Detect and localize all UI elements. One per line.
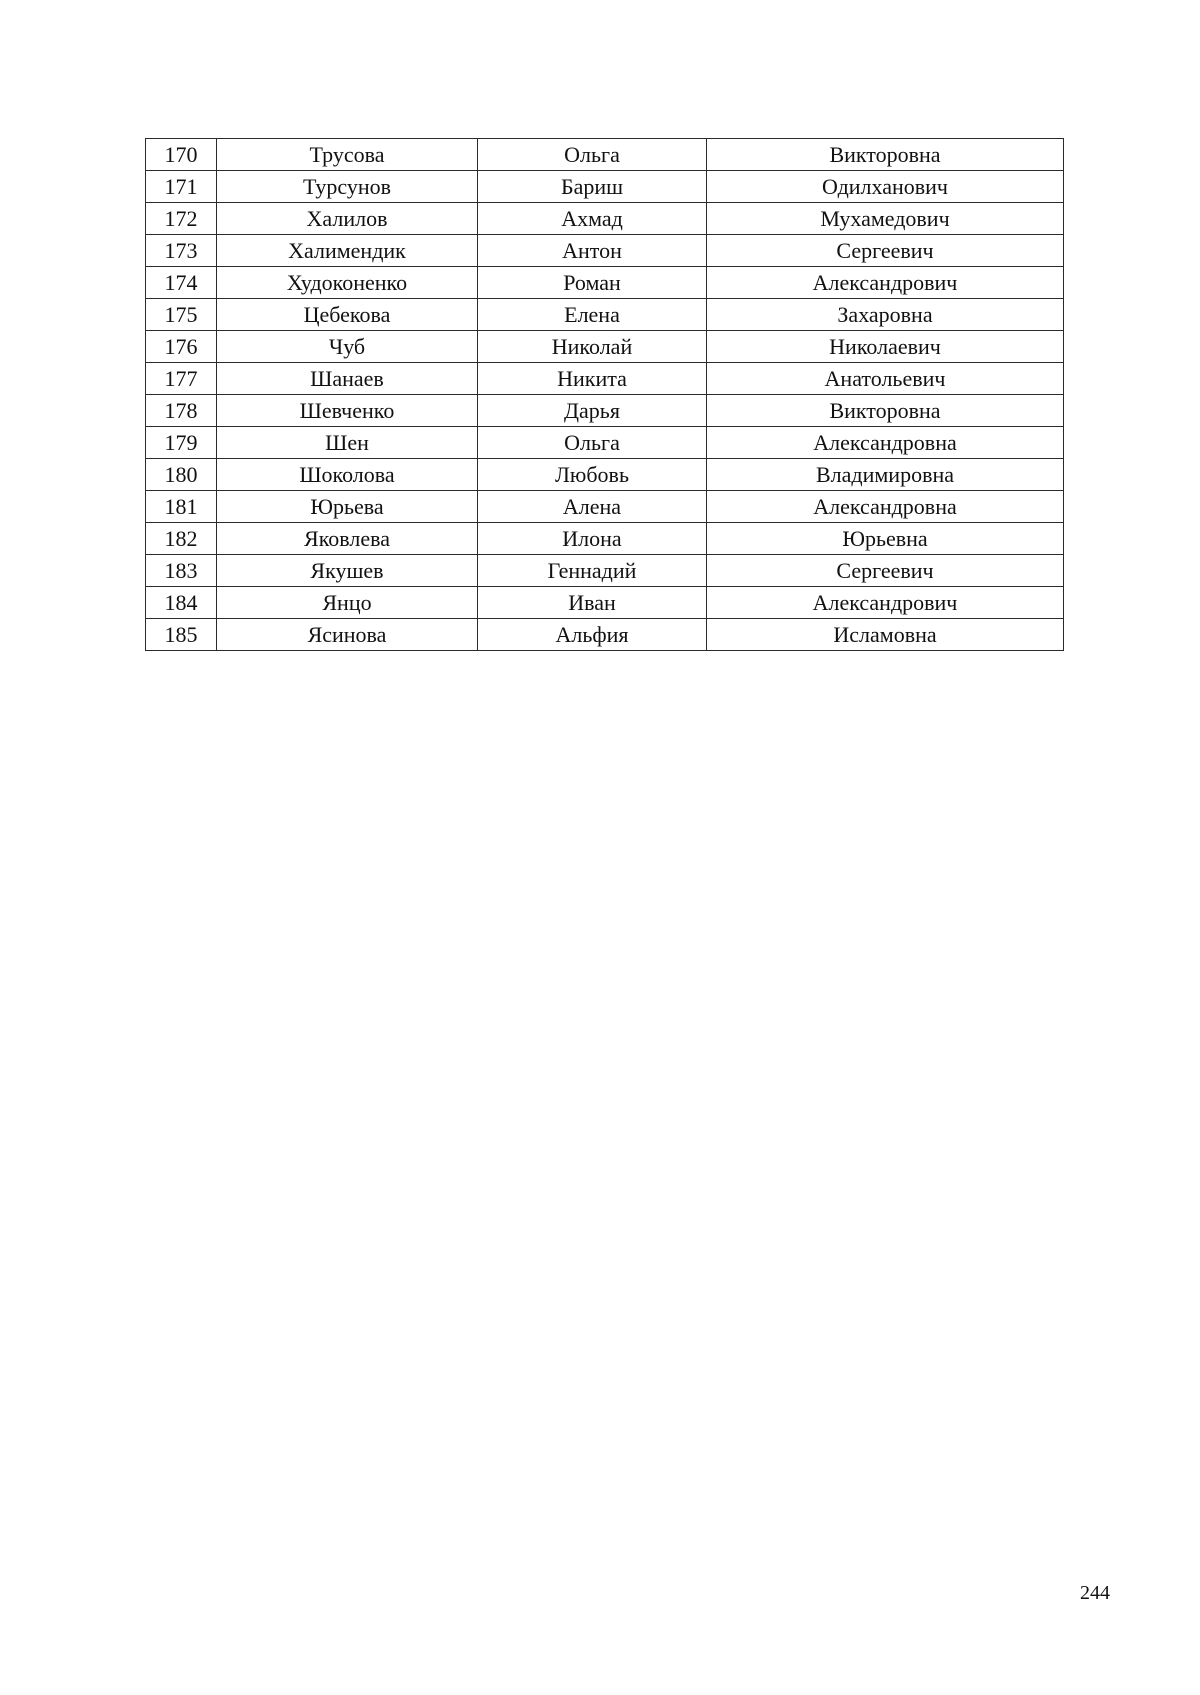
patronymic-cell: Захаровна: [707, 299, 1064, 331]
first-name-cell: Дарья: [478, 395, 707, 427]
patronymic-cell: Владимировна: [707, 459, 1064, 491]
page-number: 244: [1080, 1582, 1110, 1604]
names-table-body: [146, 139, 1064, 651]
last-name-cell: Халимендик: [217, 235, 478, 267]
row-number-cell: 176: [146, 331, 217, 363]
last-name-cell: Яковлева: [217, 523, 478, 555]
table-row: [146, 619, 1064, 651]
patronymic-cell: Мухамедович: [707, 203, 1064, 235]
last-name-cell: Шоколова: [217, 459, 478, 491]
table-row: [146, 203, 1064, 235]
last-name-cell: Худоконенко: [217, 267, 478, 299]
first-name-cell: Бариш: [478, 171, 707, 203]
first-name-cell: Любовь: [478, 459, 707, 491]
first-name-cell: Альфия: [478, 619, 707, 651]
row-number-cell: 177: [146, 363, 217, 395]
row-number-cell: 180: [146, 459, 217, 491]
last-name-cell: Турсунов: [217, 171, 478, 203]
patronymic-cell: Александрович: [707, 587, 1064, 619]
row-number-cell: 178: [146, 395, 217, 427]
first-name-cell: Елена: [478, 299, 707, 331]
patronymic-cell: Викторовна: [707, 139, 1064, 171]
last-name-cell: Трусова: [217, 139, 478, 171]
names-table: [145, 138, 1064, 651]
patronymic-cell: Александровна: [707, 427, 1064, 459]
patronymic-cell: Александрович: [707, 267, 1064, 299]
row-number-cell: 179: [146, 427, 217, 459]
row-number-cell: 174: [146, 267, 217, 299]
last-name-cell: Шен: [217, 427, 478, 459]
first-name-cell: Ольга: [478, 427, 707, 459]
last-name-cell: Юрьева: [217, 491, 478, 523]
first-name-cell: Антон: [478, 235, 707, 267]
table-row: [146, 171, 1064, 203]
first-name-cell: Алена: [478, 491, 707, 523]
first-name-cell: Николай: [478, 331, 707, 363]
row-number-cell: 171: [146, 171, 217, 203]
last-name-cell: Халилов: [217, 203, 478, 235]
first-name-cell: Геннадий: [478, 555, 707, 587]
row-number-cell: 173: [146, 235, 217, 267]
patronymic-cell: Сергеевич: [707, 555, 1064, 587]
row-number-cell: 183: [146, 555, 217, 587]
table-row: [146, 299, 1064, 331]
row-number-cell: 175: [146, 299, 217, 331]
row-number-cell: 170: [146, 139, 217, 171]
first-name-cell: Никита: [478, 363, 707, 395]
table-row: [146, 139, 1064, 171]
first-name-cell: Илона: [478, 523, 707, 555]
table-row: [146, 459, 1064, 491]
table-row: [146, 395, 1064, 427]
table-row: [146, 491, 1064, 523]
row-number-cell: 182: [146, 523, 217, 555]
patronymic-cell: Анатольевич: [707, 363, 1064, 395]
row-number-cell: 181: [146, 491, 217, 523]
table-row: [146, 523, 1064, 555]
table-row: [146, 331, 1064, 363]
row-number-cell: 184: [146, 587, 217, 619]
last-name-cell: Цебекова: [217, 299, 478, 331]
patronymic-cell: Александровна: [707, 491, 1064, 523]
last-name-cell: Янцо: [217, 587, 478, 619]
table-row: [146, 587, 1064, 619]
patronymic-cell: Сергеевич: [707, 235, 1064, 267]
last-name-cell: Ясинова: [217, 619, 478, 651]
patronymic-cell: Викторовна: [707, 395, 1064, 427]
first-name-cell: Иван: [478, 587, 707, 619]
first-name-cell: Роман: [478, 267, 707, 299]
patronymic-cell: Одилханович: [707, 171, 1064, 203]
patronymic-cell: Исламовна: [707, 619, 1064, 651]
row-number-cell: 172: [146, 203, 217, 235]
row-number-cell: 185: [146, 619, 217, 651]
last-name-cell: Чуб: [217, 331, 478, 363]
table-row: [146, 427, 1064, 459]
last-name-cell: Шанаев: [217, 363, 478, 395]
table-row: [146, 363, 1064, 395]
table-row: [146, 555, 1064, 587]
first-name-cell: Ахмад: [478, 203, 707, 235]
first-name-cell: Ольга: [478, 139, 707, 171]
table-row: [146, 267, 1064, 299]
patronymic-cell: Николаевич: [707, 331, 1064, 363]
last-name-cell: Якушев: [217, 555, 478, 587]
last-name-cell: Шевченко: [217, 395, 478, 427]
patronymic-cell: Юрьевна: [707, 523, 1064, 555]
table-row: [146, 235, 1064, 267]
